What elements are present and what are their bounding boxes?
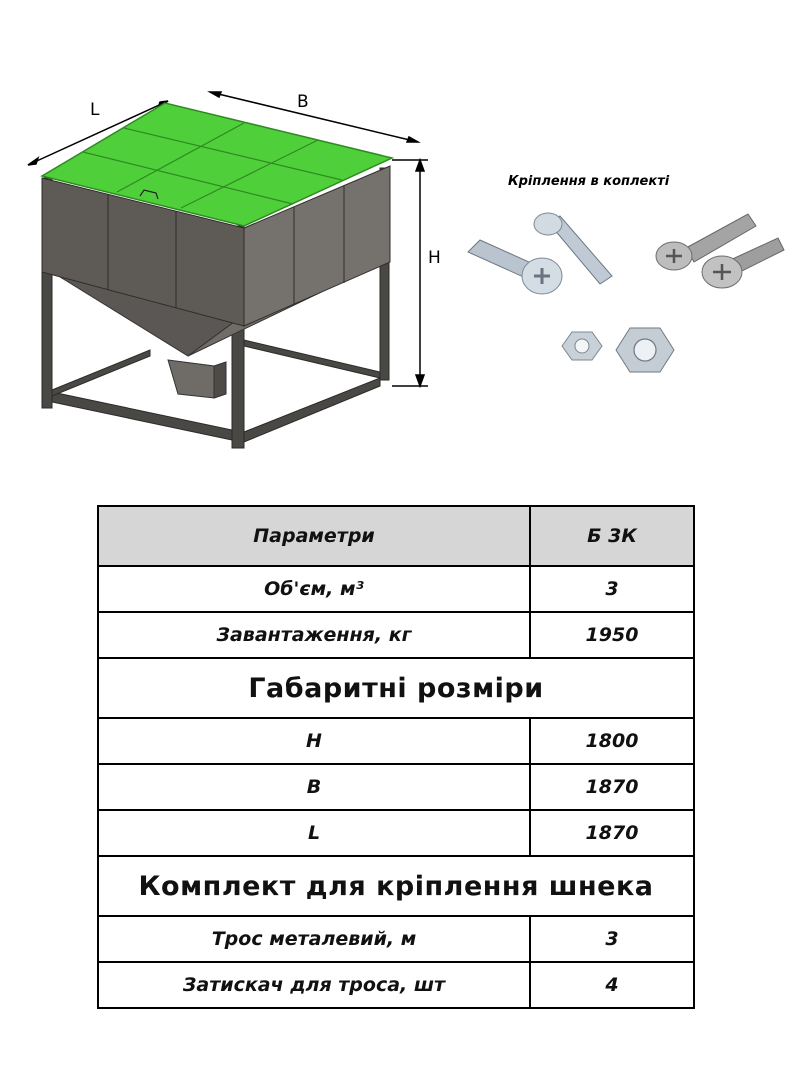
row-value: 3 [530, 916, 694, 962]
h-arrow-bottom [416, 375, 424, 386]
table-row [98, 718, 694, 764]
bolt-icon [468, 240, 562, 294]
l-arrow-start [28, 158, 38, 165]
table-row [98, 566, 694, 612]
table-row [98, 916, 694, 962]
section-title: Комплект для кріплення шнека [98, 856, 694, 916]
table-row [98, 810, 694, 856]
row-label: Затискач для троса, шт [98, 962, 530, 1008]
product-figure [0, 0, 800, 480]
table-header-row [98, 506, 694, 566]
section-row-auger-kit [98, 856, 694, 916]
row-value: 1950 [530, 612, 694, 658]
header-model: Б 3К [530, 506, 694, 566]
dimension-label-b: B [297, 92, 309, 112]
dimension-label-h: H [428, 248, 441, 268]
table-row [98, 764, 694, 810]
h-arrow-top [416, 160, 424, 171]
row-label: L [98, 810, 530, 856]
spec-table [97, 505, 695, 1009]
row-value: 1800 [530, 718, 694, 764]
hopper-illustration [0, 0, 800, 480]
fasteners-illustration [468, 213, 784, 372]
row-label: Об'єм, м³ [98, 566, 530, 612]
row-label: H [98, 718, 530, 764]
b-arrow-end [407, 137, 418, 142]
row-value: 3 [530, 566, 694, 612]
row-value: 1870 [530, 764, 694, 810]
section-title: Габаритні розміри [98, 658, 694, 718]
fasteners-caption: Кріплення в коплекті [508, 174, 670, 189]
row-label: Трос металевий, м [98, 916, 530, 962]
row-label: Завантаження, кг [98, 612, 530, 658]
b-arrow-start [210, 92, 221, 97]
header-parameters: Параметри [98, 506, 530, 566]
table-row [98, 962, 694, 1008]
dimension-label-l: L [90, 100, 100, 120]
row-value: 1870 [530, 810, 694, 856]
nut-icon [616, 328, 674, 372]
table-row [98, 612, 694, 658]
row-label: B [98, 764, 530, 810]
nut-icon [562, 332, 602, 360]
row-value: 4 [530, 962, 694, 1008]
section-row-dimensions [98, 658, 694, 718]
